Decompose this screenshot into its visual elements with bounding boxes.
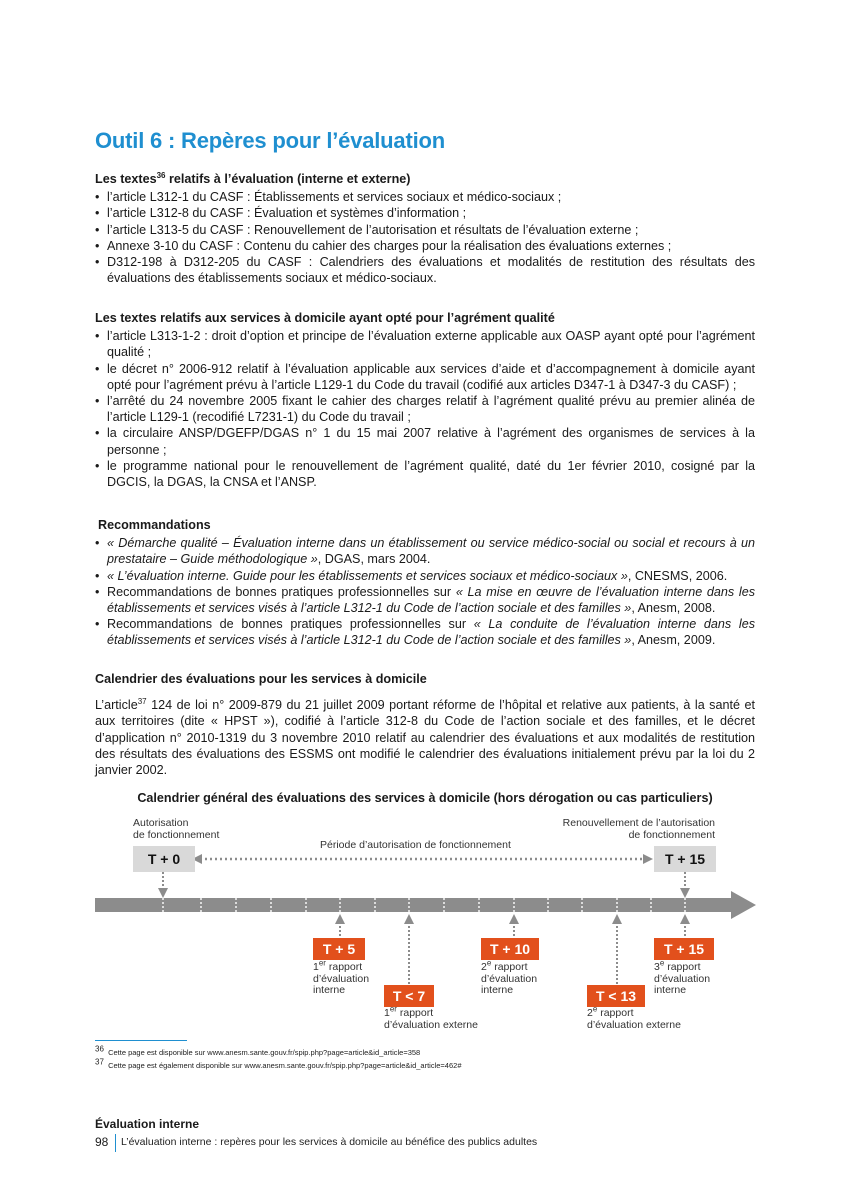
- list-item: • l’article L313-5 du CASF : Renouvellement de l’autorisation et résultats de l’évaluation externe ;: [95, 222, 755, 238]
- box-t10: T + 10: [481, 938, 539, 960]
- arrow-t13-head: [612, 914, 622, 924]
- footnote-divider: [95, 1040, 187, 1041]
- list-item: • « L’évaluation interne. Guide pour les établissements et services sociaux et médico-sociaux », CNESMS, 2006.: [95, 568, 755, 584]
- label-int1: 1er rapport d’évaluation interne: [313, 958, 370, 996]
- box-t7: T < 7: [384, 985, 434, 1007]
- list-item: • la circulaire ANSP/DGEFP/DGAS n° 1 du 15 mai 2007 relative à l’agrément des organismes de services à la personne ;: [95, 425, 755, 457]
- footnote-36: $^{36}$ Cette page est disponible sur www.anesm.sante.gouv.fr/spip.php?page=article&id_article=358: [95, 1044, 421, 1057]
- label-autorisation: Autorisation de fonctionnement: [133, 817, 220, 841]
- list-item: • Recommandations de bonnes pratiques professionnelles sur « La conduite de l’évaluation interne dans les établissements et services visés à l’article L312-1 du Code de l’action sociale et des familles », Anesm, 2009.: [95, 616, 755, 648]
- period-arrow-right: [643, 854, 653, 864]
- timeline-axis-head: [731, 891, 756, 919]
- list-item: • l’arrêté du 24 novembre 2005 fixant le cahier des charges relatif à l’agrément qualité prévu au premier alinéa de l’article L129-1 (recodifié L7231-1) du Code du travail ;: [95, 393, 755, 425]
- footer-title: Évaluation interne: [95, 1117, 200, 1131]
- list-item: • l’article L312-8 du CASF : Évaluation et systèmes d’information ;: [95, 205, 755, 221]
- calendar-paragraph: L’article$^{37}$ 124 de loi n° 2009-879 du 21 juillet 2009 portant réforme de l’hôpital et relative aux patients, à la santé et aux territoires (dite « HPST »), codifié à l’article 312-8 du Code de l’action sociale et des familles, et le décret d’application n° 2010-1319 du 3 novembre 2010 relatif au calendrier des évaluations et aux modalités de restitution des résultats des évaluations des ESSMS ont modifié le calendrier des évaluations initialement prévu par la loi du 2 janvier 2002.: [95, 696, 755, 778]
- label-int3: 3e rapport d’évaluation interne: [654, 958, 711, 996]
- list-item: • D312-198 à D312-205 du CASF : Calendriers des évaluations et modalités de restitution des résultats des évaluations des établissements sociaux et médico-sociaux.: [95, 254, 755, 286]
- page-number: 98: [95, 1135, 109, 1149]
- box-t0: T + 0: [133, 846, 195, 872]
- label-ext2: 2e rapport d’évaluation externe: [587, 1004, 681, 1031]
- list-item: • Recommandations de bonnes pratiques professionnelles sur « La mise en œuvre de l’évaluation interne dans les établissements et services visés à l’article L312-1 du Code de l’action sociale et des familles », Anesm, 2008.: [95, 584, 755, 616]
- list-item: • l’article L312-1 du CASF : Établissements et services sociaux et médico-sociaux ;: [95, 189, 755, 205]
- section-heading: Les textes$^{36}$ relatifs à l’évaluation (interne et externe): [95, 170, 411, 186]
- footnote-37: $^{37}$ Cette page est également disponible sur www.anesm.sante.gouv.fr/spip.php?page=article&id_article=462#: [95, 1057, 462, 1070]
- list-item: • le décret n° 2006-912 relatif à l’évaluation applicable aux services d’aide et d’accompagnement à domicile ayant opté pour l’agrément prévu à l’article L129-1 du Code du travail (codifié aux articles D347-1 à D347-3 du CASF) ;: [95, 361, 755, 393]
- arrow-t7-head: [404, 914, 414, 924]
- box-t15: T + 15: [654, 938, 714, 960]
- footer-subtitle: L’évaluation interne : repères pour les services à domicile au bénéfice des publics adultes: [121, 1136, 538, 1148]
- footer-divider: [115, 1134, 116, 1152]
- connector-t15-top-head: [680, 888, 690, 898]
- timeline-axis: [95, 898, 731, 912]
- list-item: • l’article L313-1-2 : droit d’option et principe de l’évaluation externe applicable aux OASP ayant opté pour l’agrément qualité ;: [95, 328, 755, 360]
- section-heading: Calendrier des évaluations pour les services à domicile: [95, 672, 427, 686]
- connector-t0-head: [158, 888, 168, 898]
- list-item: • Annexe 3-10 du CASF : Contenu du cahier des charges pour la réalisation des évaluations externes ;: [95, 238, 755, 254]
- arrow-t15-head: [680, 914, 690, 924]
- section-heading: Recommandations: [98, 518, 211, 532]
- arrow-t10-head: [509, 914, 519, 924]
- label-ext1: 1er rapport d’évaluation externe: [384, 1004, 478, 1031]
- page-title: Outil 6 : Repères pour l’évaluation: [95, 128, 445, 153]
- label-periode: Période d’autorisation de fonctionnement: [320, 839, 511, 851]
- label-int2: 2e rapport d’évaluation interne: [481, 958, 538, 996]
- box-t15-top: T + 15: [654, 846, 716, 872]
- timeline-title: Calendrier général des évaluations des services à domicile (hors dérogation ou cas particuliers): [137, 791, 713, 805]
- list-item: • le programme national pour le renouvellement de l’agrément qualité, daté du 1er février 2010, cosigné par la DGCIS, la DGAS, la CNSA et l’ANSP.: [95, 458, 755, 490]
- label-renouvellement: Renouvellement de l’autorisation de fonctionnement: [562, 817, 715, 841]
- box-t13: T < 13: [587, 985, 645, 1007]
- list-item: • « Démarche qualité – Évaluation interne dans un établissement ou service médico-social ou social et recours à un prestataire – Guide méthodologique », DGAS, mars 2004.: [95, 535, 755, 567]
- box-t5: T + 5: [313, 938, 365, 960]
- footnotes: [95, 1046, 462, 1072]
- section-heading: Les textes relatifs aux services à domicile ayant opté pour l’agrément qualité: [95, 311, 555, 325]
- arrow-t5-head: [335, 914, 345, 924]
